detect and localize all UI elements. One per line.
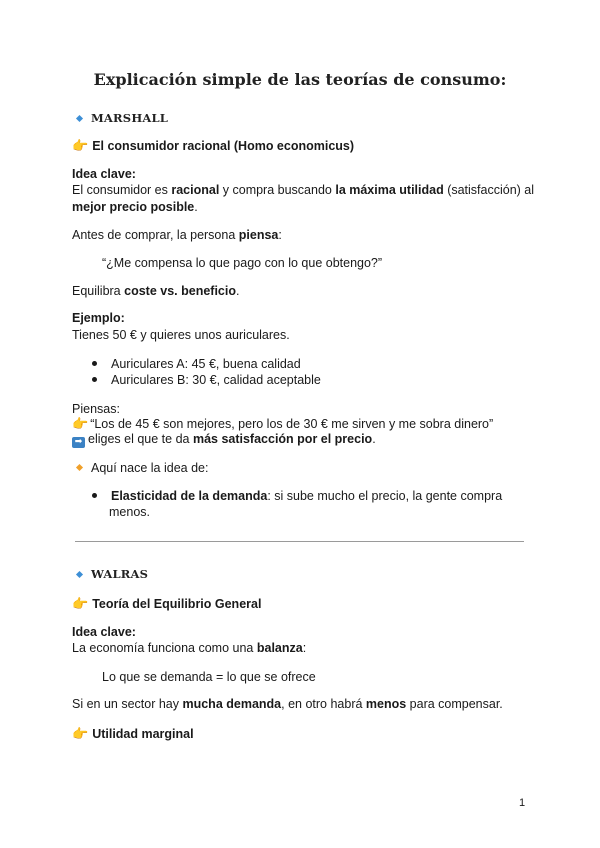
walras-marginal: 👉 Utilidad marginal <box>72 726 194 741</box>
marshall-example-text: Tienes 50 € y quieres unos auriculares. <box>72 328 290 342</box>
section-heading-marshall: MARSHALL <box>77 111 168 125</box>
marshall-idea-line-1: El consumidor es racional y compra buscando la máxima utilidad (satisfacción) al <box>72 183 535 197</box>
list-item-continuation: menos. <box>109 505 150 519</box>
walras-sector-line: Si en un sector hay mucha demanda, en otro habrá menos para compensar. <box>72 697 503 711</box>
marshall-choice: ➡ eliges el que te da más satisfacción por el precio. <box>72 431 376 448</box>
list-item: Elasticidad de la demanda: si sube mucho el precio, la gente compra <box>92 488 502 504</box>
marshall-example-label: Ejemplo: <box>72 311 125 325</box>
page-title: Explicación simple de las teorías de consumo: <box>93 70 507 89</box>
section-heading-walras: WALRAS <box>77 567 148 581</box>
marshall-idea-line-2: mejor precio posible. <box>72 200 198 214</box>
right-arrow-icon: ➡ <box>72 437 85 448</box>
walras-balance-line: La economía funciona como una balanza: <box>72 641 307 655</box>
marshall-origin: Aquí nace la idea de: <box>77 460 208 476</box>
marshall-thought: 👉 “Los de 45 € son mejores, pero los de 30 € me sirven y me sobra dinero” <box>72 416 494 431</box>
list-item: Auriculares B: 30 €, calidad aceptable <box>92 372 321 388</box>
marshall-think-line: Antes de comprar, la persona piensa: <box>72 228 282 242</box>
marshall-idea-label: Idea clave: <box>72 167 136 181</box>
walras-subtitle: 👉 Teoría del Equilibrio General <box>72 596 262 611</box>
bullet-icon <box>92 493 97 498</box>
blue-diamond-icon <box>76 114 83 121</box>
blue-diamond-icon <box>76 570 83 577</box>
pointing-hand-icon: 👉 <box>72 596 89 611</box>
walras-equation: Lo que se demanda = lo que se ofrece <box>102 670 316 684</box>
bullet-icon <box>92 377 97 382</box>
walras-idea-label: Idea clave: <box>72 625 136 639</box>
pointing-hand-icon: 👉 <box>72 726 89 741</box>
page-number: 1 <box>519 797 526 809</box>
marshall-balance-line: Equilibra coste vs. beneficio. <box>72 284 240 298</box>
orange-diamond-icon <box>76 464 83 471</box>
pointing-hand-icon: 👉 <box>72 416 89 431</box>
list-item: Auriculares A: 45 €, buena calidad <box>92 356 301 372</box>
marshall-thinks-label: Piensas: <box>72 402 120 416</box>
bullet-icon <box>92 361 97 366</box>
marshall-subtitle: 👉 El consumidor racional (Homo economicus) <box>72 138 355 153</box>
marshall-quote: “¿Me compensa lo que pago con lo que obtengo?” <box>102 256 383 270</box>
horizontal-divider <box>75 541 524 542</box>
pointing-hand-icon: 👉 <box>72 138 89 153</box>
